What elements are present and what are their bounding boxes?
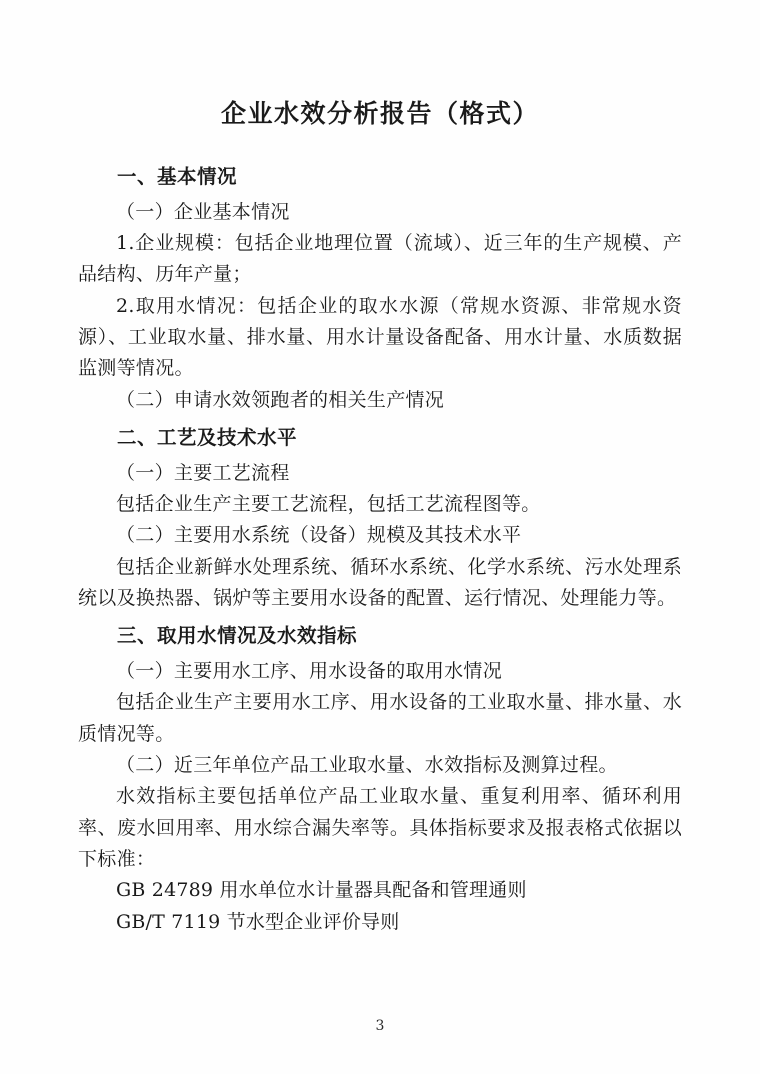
standard-reference-2: GB/T 7119 节水型企业评价导则 [116, 910, 400, 933]
paragraph-2-1-body: 包括企业生产主要工艺流程，包括工艺流程图等。 [116, 492, 541, 515]
paragraph-1-2: （二）申请水效领跑者的相关生产情况 [116, 388, 445, 411]
paragraph-3-2: （二）近三年单位产品工业取水量、水效指标及测算过程。 [116, 753, 618, 776]
paragraph-3-1: （一）主要用水工序、用水设备的取用水情况 [116, 659, 503, 682]
paragraph-2-2: （二）主要用水系统（设备）规模及其技术水平 [116, 524, 522, 547]
section-heading-3: 三、取用水情况及水效指标 [117, 624, 358, 648]
standard-reference-1: GB 24789 用水单位水计量器具配备和管理通则 [116, 879, 527, 902]
paragraph-3-2-body: 水效指标主要包括单位产品工业取水量、重复利用率、循环利用率、废水回用率、用水综合漏失率等。具体指标要求及报表格式依据以下标准： [78, 785, 682, 870]
paragraph-1-1: （一）企业基本情况 [116, 200, 290, 223]
section-heading-2: 二、工艺及技术水平 [117, 425, 298, 449]
paragraph-1-1-2: 2.取用水情况：包括企业的取水水源（常规水资源、非常规水资源）、工业取水量、排水量、用水计量设备配备、用水计量、水质数据监测等情况。 [78, 294, 682, 380]
paragraph-2-1: （一）主要工艺流程 [116, 461, 290, 484]
section-heading-1: 一、基本情况 [117, 165, 238, 188]
page-number: 3 [375, 1018, 385, 1034]
paragraph-3-1-body: 包括企业生产主要用水工序、用水设备的工业取水量、排水量、水质情况等。 [78, 691, 682, 745]
paragraph-1-1-1: 1.企业规模：包括企业地理位置（流域）、近三年的生产规模、产品结构、历年产量； [78, 231, 682, 286]
paragraph-2-2-body: 包括企业新鲜水处理系统、循环水系统、化学水系统、污水处理系统以及换热器、锅炉等主要用水设备的配置、运行情况、处理能力等。 [78, 555, 682, 609]
page-title: 企业水效分析报告（格式） [220, 99, 539, 128]
